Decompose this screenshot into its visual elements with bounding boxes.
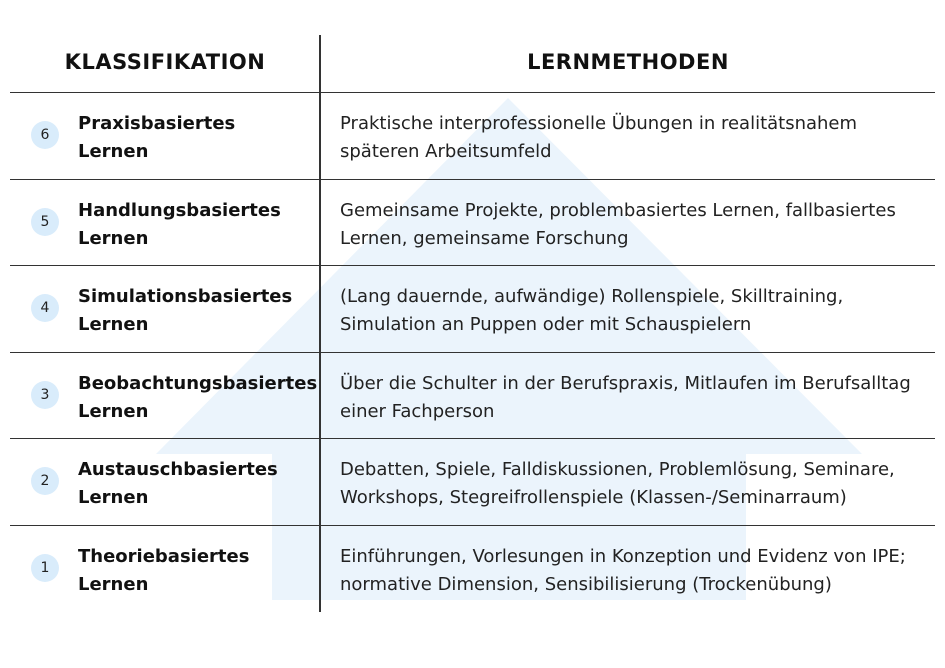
classification-label bbox=[78, 543, 318, 599]
method-line: späteren Arbeitsumfeld bbox=[340, 141, 552, 162]
classification-label bbox=[78, 110, 318, 166]
method-line: Debatten, Spiele, Falldiskussionen, Problemlösung, Seminare, bbox=[340, 459, 895, 480]
method-line: Workshops, Stegreifrollenspiele (Klassen-/Seminarraum) bbox=[340, 487, 847, 508]
classification-label bbox=[78, 370, 318, 426]
table-row-3 bbox=[10, 353, 935, 439]
classification-label bbox=[78, 283, 318, 339]
table-row-5 bbox=[10, 180, 935, 266]
table-row-6 bbox=[10, 93, 935, 179]
level-badge: 4 bbox=[31, 294, 59, 322]
table-row-1 bbox=[10, 526, 935, 612]
classification-label bbox=[78, 456, 318, 512]
method-line: (Lang dauernde, aufwändige) Rollenspiele, Skilltraining, bbox=[340, 286, 844, 307]
classification-line: Handlungsbasiertes bbox=[78, 200, 281, 221]
classification-line: Austauschbasiertes bbox=[78, 459, 278, 480]
method-description bbox=[340, 543, 930, 599]
classification-line: Lernen bbox=[78, 487, 149, 508]
classification-line: Lernen bbox=[78, 574, 149, 595]
method-line: Praktische interprofessionelle Übungen in realitätsnahem bbox=[340, 113, 858, 134]
method-line: einer Fachperson bbox=[340, 401, 495, 422]
level-badge: 2 bbox=[31, 467, 59, 495]
level-badge: 1 bbox=[31, 554, 59, 582]
method-line: Simulation an Puppen oder mit Schauspielern bbox=[340, 314, 752, 335]
table-row-4 bbox=[10, 266, 935, 352]
header-klassifikation: KLASSIFIKATION bbox=[64, 50, 266, 74]
classification-label bbox=[78, 197, 318, 253]
method-description bbox=[340, 456, 930, 512]
method-line: Lernen, gemeinsame Forschung bbox=[340, 228, 629, 249]
classification-line: Lernen bbox=[78, 401, 149, 422]
classification-line: Beobachtungsbasiertes bbox=[78, 373, 318, 394]
level-badge: 6 bbox=[31, 121, 59, 149]
classification-line: Simulationsbasiertes bbox=[78, 286, 293, 307]
classification-line: Theoriebasiertes bbox=[78, 546, 250, 567]
classification-line: Lernen bbox=[78, 141, 149, 162]
method-description bbox=[340, 197, 930, 253]
level-badge: 3 bbox=[31, 381, 59, 409]
method-line: Einführungen, Vorlesungen in Konzeption und Evidenz von IPE; bbox=[340, 546, 906, 567]
method-description bbox=[340, 283, 930, 339]
method-line: Gemeinsame Projekte, problembasiertes Lernen, fallbasiertes bbox=[340, 200, 896, 221]
classification-line: Lernen bbox=[78, 314, 149, 335]
method-description bbox=[340, 110, 930, 166]
classification-line: Lernen bbox=[78, 228, 149, 249]
method-line: normative Dimension, Sensibilisierung (Trockenübung) bbox=[340, 574, 832, 595]
level-badge: 5 bbox=[31, 208, 59, 236]
method-description bbox=[340, 370, 930, 426]
table-row-2 bbox=[10, 439, 935, 525]
header-lernmethoden: LERNMETHODEN bbox=[527, 50, 729, 74]
classification-line: Praxisbasiertes bbox=[78, 113, 236, 134]
method-line: Über die Schulter in der Berufspraxis, Mitlaufen im Berufsalltag bbox=[340, 373, 911, 394]
